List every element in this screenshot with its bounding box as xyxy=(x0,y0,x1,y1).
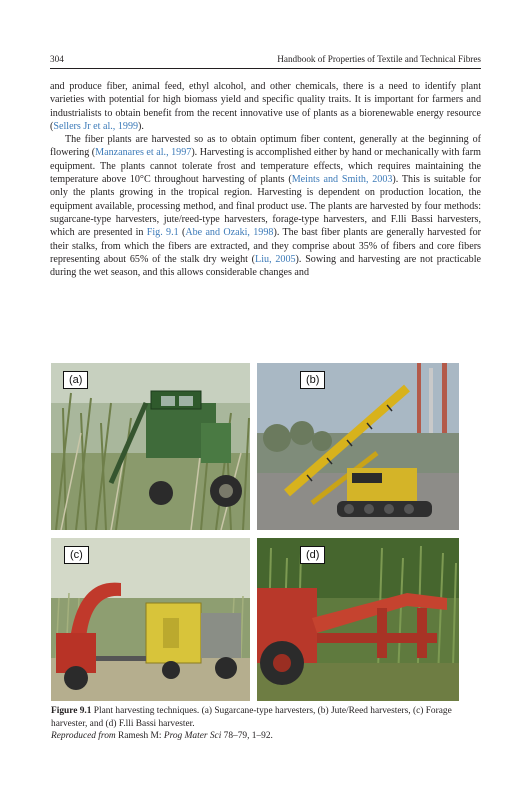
panel-tag-a: (a) xyxy=(63,371,88,389)
text-run: ( xyxy=(178,227,186,239)
source-author: Ramesh M: xyxy=(115,731,164,742)
panel-tag-c: (c) xyxy=(64,546,89,564)
jute-reed-harvester-photo xyxy=(257,363,459,530)
figure-panel-b xyxy=(257,363,459,530)
paragraph-1 xyxy=(50,80,481,133)
figure-panel-a xyxy=(51,363,250,530)
figure-label: Figure 9.1 xyxy=(51,706,92,716)
caption-text: Plant harvesting techniques. (a) Sugarcane-type harvesters, (b) Jute/Reed harvesters, (c) Forage harvester, and (d) F.lli Bassi harvester. xyxy=(51,706,452,729)
figure-link[interactable]: Fig. 9.1 xyxy=(146,227,179,239)
text-run: ). The bast fiber plants are generally harvested for their stalks, from which the fibers are extracted, and they comprise about 35% of fibers and core fibers representing about 65% of the stalk dry weight ( xyxy=(50,227,482,265)
paragraph-2 xyxy=(50,133,481,279)
figure-panel-c xyxy=(51,538,250,701)
book-title: Handbook of Properties of Textile and Technical Fibres xyxy=(277,54,481,64)
source-journal: Prog Mater Sci xyxy=(163,731,222,742)
text-run: ). xyxy=(138,120,144,132)
text-run: ). Sowing and harvesting are not practicable during the wet season, and this allows considerable changes and xyxy=(50,253,481,279)
text-run: and produce fiber, animal feed, ethyl alcohol, and other chemicals, there is a need to identify plant varieties with potential for high biomass yield and specific quality traits. It is important for farmers and industrialists to obtain benefit from the recent innovative use of plants as a biorenewable energy resource ( xyxy=(50,81,481,132)
flli-bassi-harvester-photo xyxy=(257,538,459,701)
source-prefix: Reproduced from xyxy=(51,731,116,742)
body-text xyxy=(50,80,481,279)
citation-link[interactable]: Meints and Smith, 2003 xyxy=(291,174,393,186)
source-rest: 78–79, 1–92. xyxy=(221,731,273,742)
text-run: ). Harvesting is accomplished either by hand or mechanically with farm equipment. The plants cannot tolerate frost and temperature effects, which requires maintaining the temperature above 10°C throughout harvesting of plants ( xyxy=(50,147,481,186)
citation-link[interactable]: Liu, 2005 xyxy=(255,253,296,265)
panel-tag-b: (b) xyxy=(300,371,325,389)
page-number: 304 xyxy=(50,54,64,64)
citation-link[interactable]: Abe and Ozaki, 1998 xyxy=(185,227,274,239)
figure-caption xyxy=(51,705,476,743)
citation-link[interactable]: Manzanares et al., 1997 xyxy=(95,147,192,159)
text-run: The fiber plants are harvested so as to obtain optimum fiber content, generally at the beginning of flowering ( xyxy=(50,134,481,159)
panel-tag-d: (d) xyxy=(300,546,325,564)
text-run: ). This is suitable for only the plants growing in the tropical region. Harvesting is dependent on production location, the equipment available, processing method, and final product use. The plants are harvested by four methods: sugarcane-type harvesters, jute/reed-type harvesters, forage-type harvesters, and F.lli Bassi harvesters, which are presented in xyxy=(50,174,481,239)
header-rule xyxy=(50,68,481,69)
figure-panel-d xyxy=(257,538,459,701)
citation-link[interactable]: Sellers Jr et al., 1999 xyxy=(53,120,139,132)
